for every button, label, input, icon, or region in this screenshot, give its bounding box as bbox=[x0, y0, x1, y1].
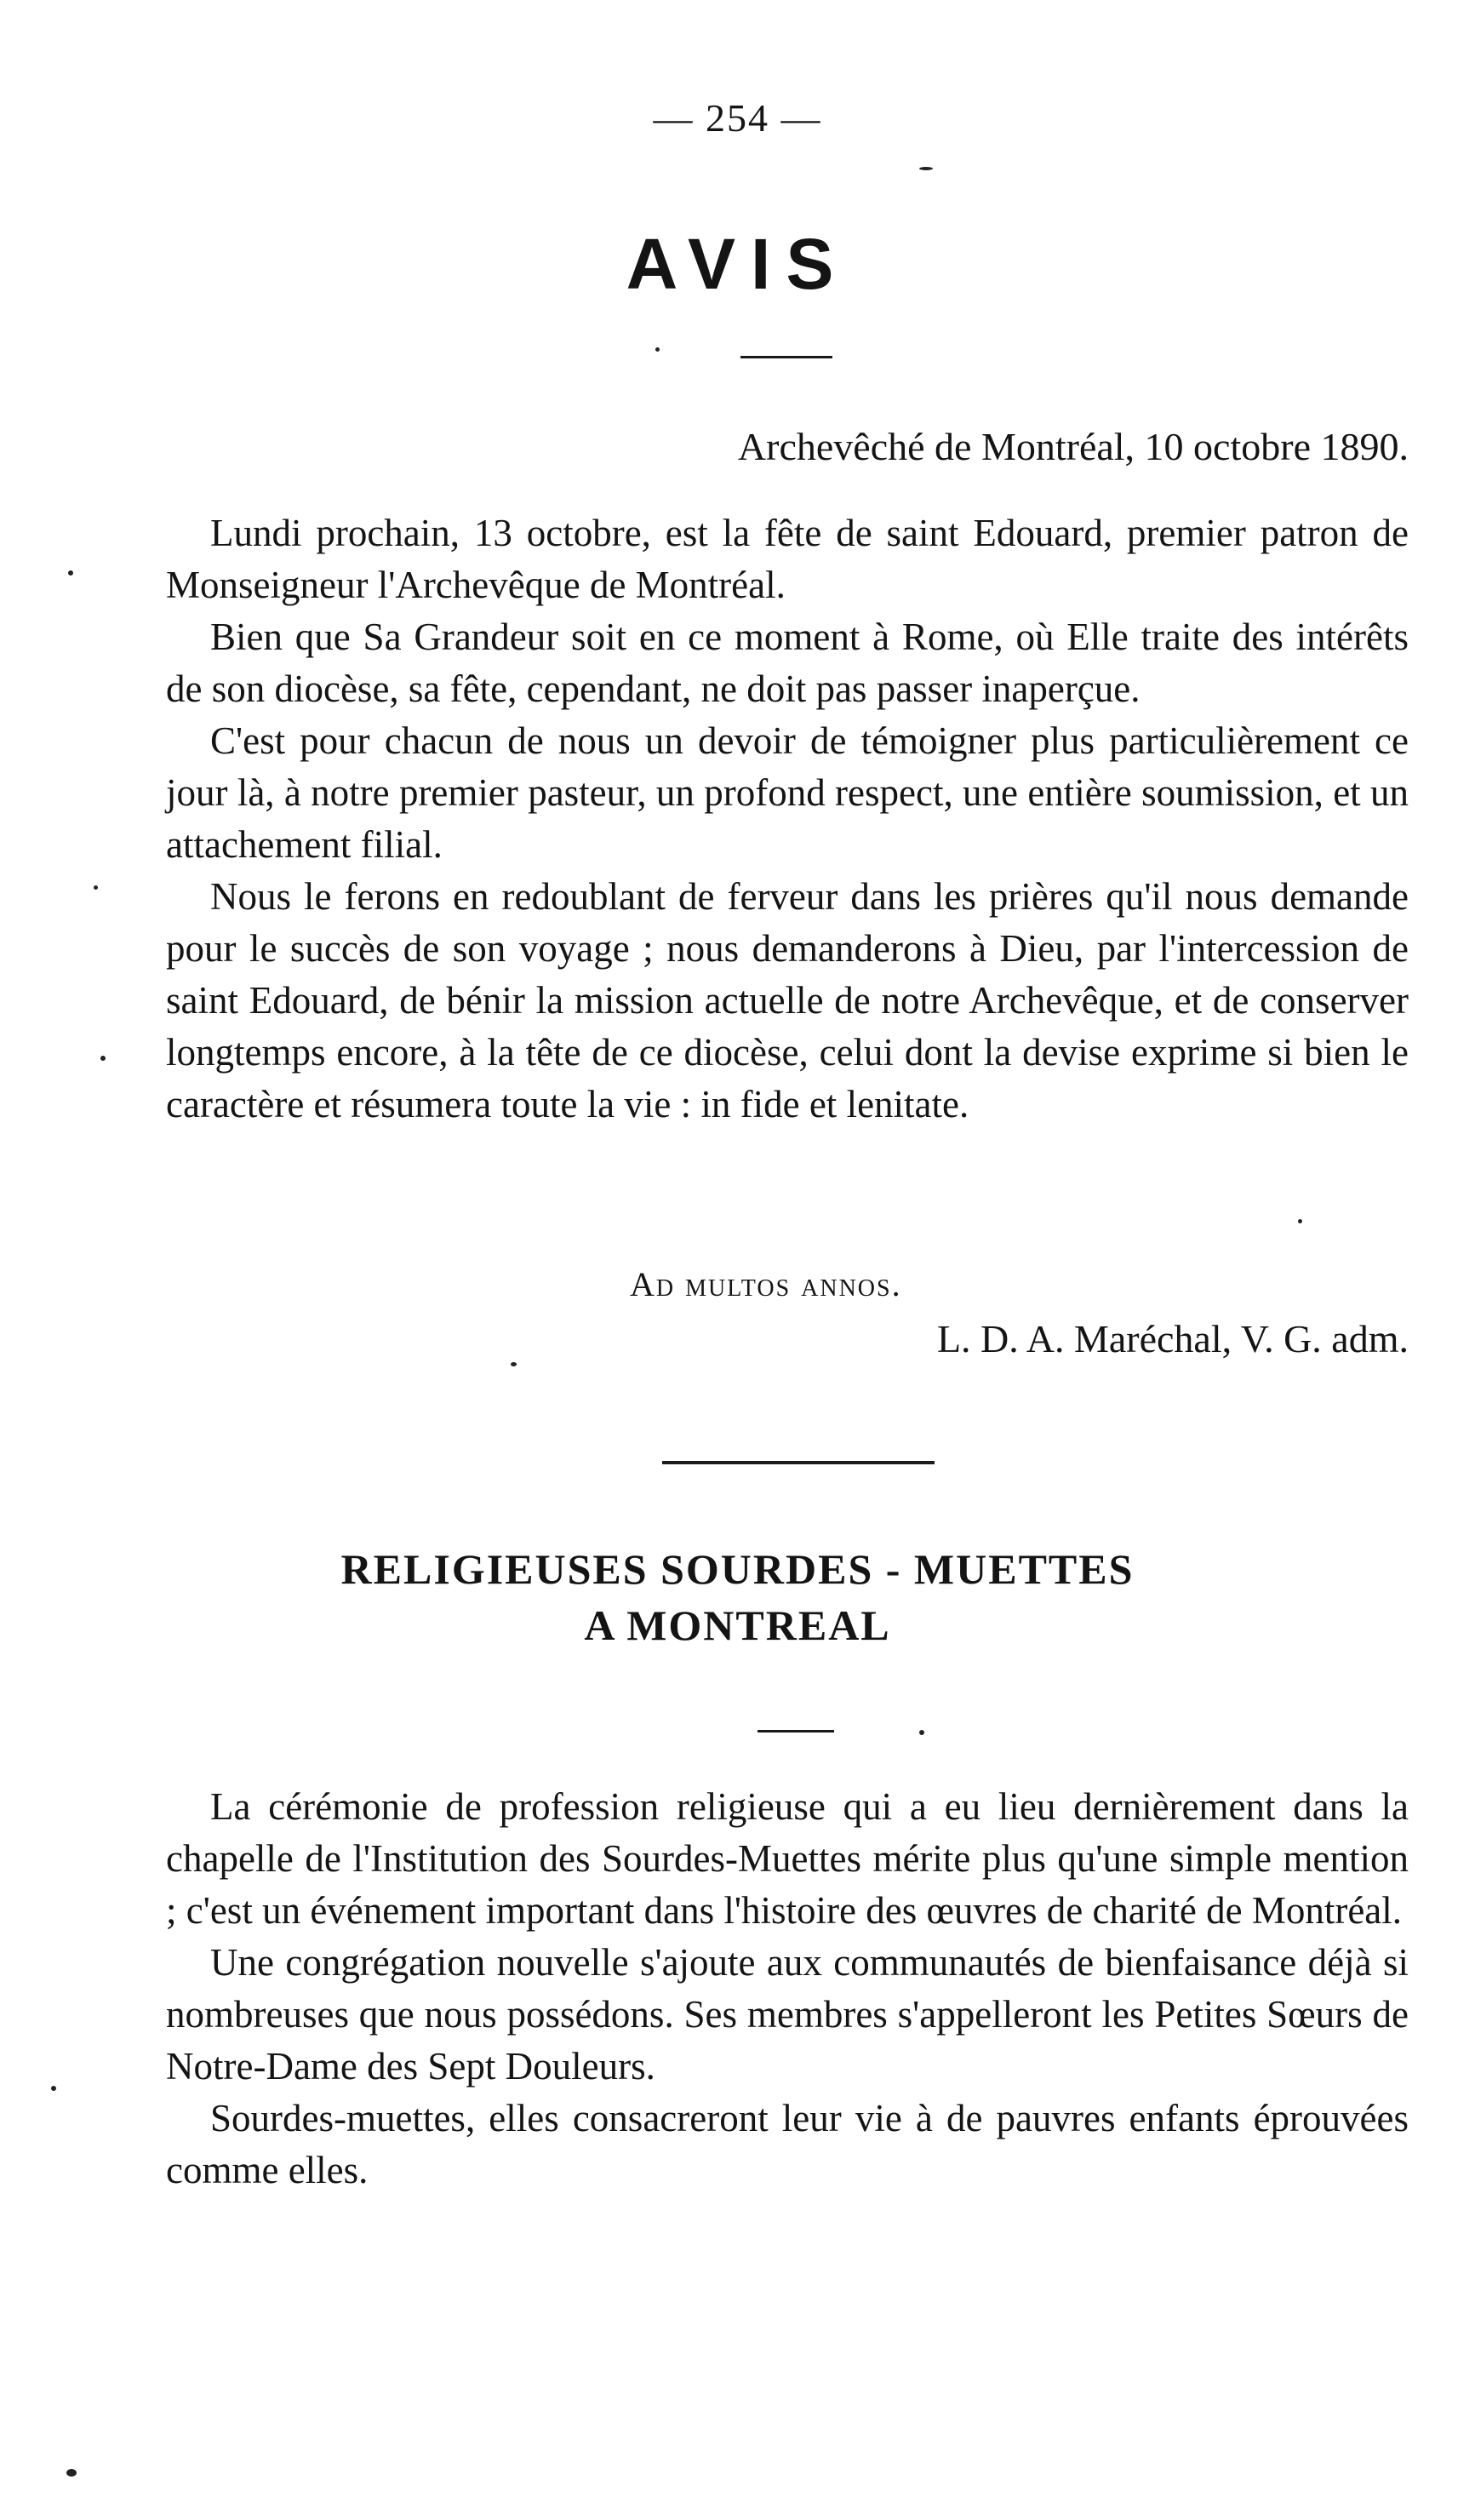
closing-salutation: Ad multos annos. bbox=[630, 1265, 902, 1303]
avis-paragraph: C'est pour chacun de nous un devoir de témoigner plus particulièrement ce jour là, à notre premier pasteur, un profond respect, une entière soumission, et un attachement filial. bbox=[166, 719, 1409, 866]
scan-speck bbox=[51, 2086, 56, 2091]
section-title bbox=[0, 1541, 1475, 1653]
avis-paragraph: Lundi prochain, 13 octobre, est la fête de saint Edouard, premier patron de Monseigneur l'Archevêque de Montréal. bbox=[166, 512, 1409, 606]
dateline: Archevêché de Montréal, 10 octobre 1890. bbox=[737, 425, 1409, 468]
scan-speck bbox=[919, 1730, 924, 1735]
scan-speck bbox=[94, 885, 98, 890]
signature: L. D. A. Maréchal, V. G. adm. bbox=[936, 1317, 1409, 1360]
scan-speck bbox=[100, 1056, 106, 1061]
avis-paragraph: Nous le ferons en redoublant de ferveur dans les prières qu'il nous demande pour le succès de son voyage ; nous demanderons à Dieu, par l'intercession de saint Edouard, de bénir la mission actuelle de notre Archevêque, et de conserver longtemps encore, à la tête de ce diocèse, celui dont la devise exprime si bien le caractère et résumera toute la vie : in fide et lenitate. bbox=[166, 875, 1409, 1125]
title-rule bbox=[740, 356, 832, 358]
section-title-line-2: A MONTREAL bbox=[584, 1601, 891, 1649]
scan-speck bbox=[919, 167, 933, 170]
religieuses-paragraph: La cérémonie de profession religieuse qui a eu lieu dernièrement dans la chapelle de l'Institution des Sourdes-Muettes mérite plus qu'une simple mention ; c'est un événement important dans l'histoire des œuvres de charité de Montréal. bbox=[166, 1785, 1409, 1932]
avis-title: AVIS bbox=[626, 224, 849, 304]
scan-speck bbox=[655, 347, 660, 352]
scan-speck bbox=[68, 570, 73, 576]
scan-speck bbox=[66, 2469, 77, 2477]
section-divider bbox=[662, 1461, 935, 1464]
section-title-line-1: RELIGIEUSES SOURDES - MUETTES bbox=[340, 1545, 1135, 1593]
religieuses-body bbox=[166, 1781, 1409, 2196]
page-number: — 254 — bbox=[653, 96, 822, 140]
scan-speck bbox=[1298, 1219, 1302, 1223]
avis-body bbox=[166, 507, 1409, 1131]
section-title-rule bbox=[758, 1730, 834, 1732]
scan-speck bbox=[511, 1362, 517, 1366]
avis-paragraph: Bien que Sa Grandeur soit en ce moment à Rome, où Elle traite des intérêts de son diocèse, sa fête, cependant, ne doit pas passer inaperçue. bbox=[166, 616, 1409, 710]
religieuses-paragraph: Une congrégation nouvelle s'ajoute aux communautés de bienfaisance déjà si nombreuses que nous possédons. Ses membres s'appelleront les Petites Sœurs de Notre-Dame des Sept Douleurs. bbox=[166, 1941, 1409, 2088]
religieuses-paragraph: Sourdes-muettes, elles consacreront leur vie à de pauvres enfants éprouvées comme elles. bbox=[166, 2097, 1409, 2191]
